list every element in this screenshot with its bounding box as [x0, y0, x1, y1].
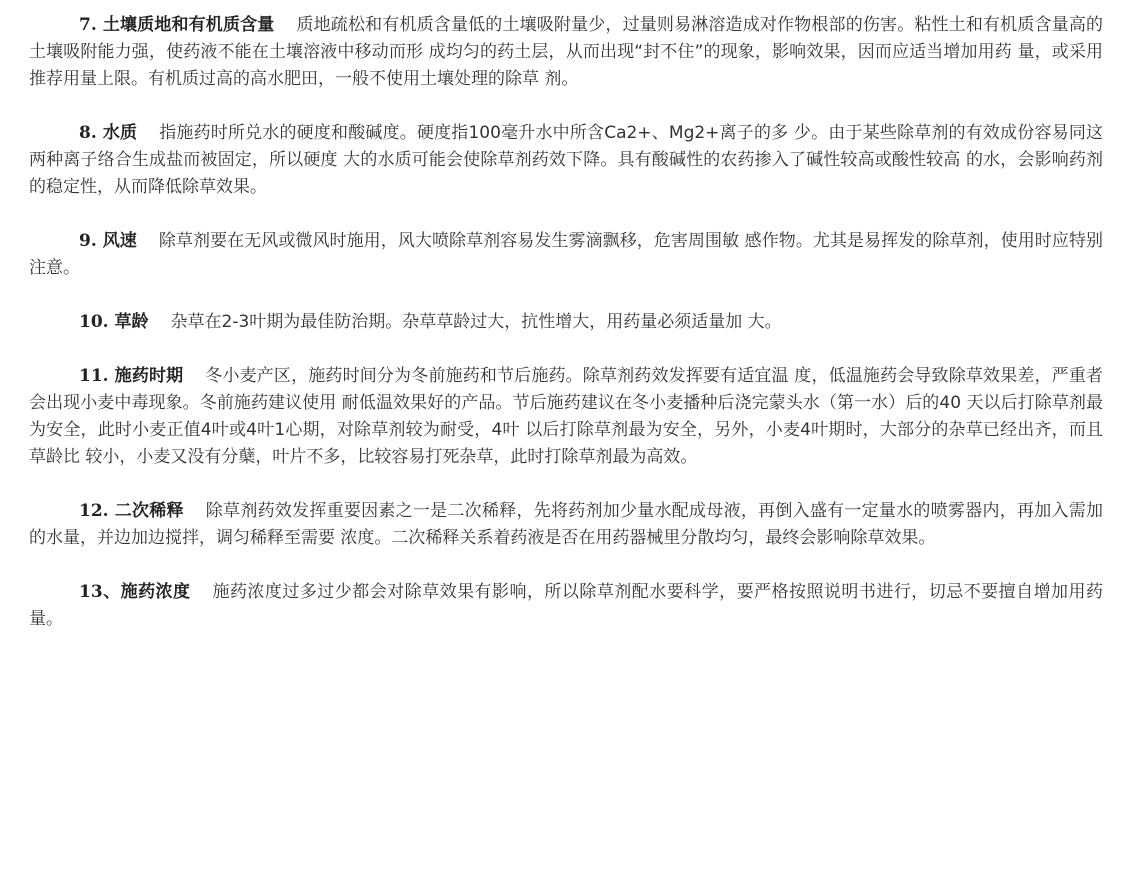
paragraph-heading: 7. 土壤质地和有机质含量 — [79, 15, 275, 35]
paragraph-application-timing — [29, 363, 1103, 471]
paragraph-secondary-dilution — [29, 498, 1103, 552]
paragraph-body: 指施药时所兑水的硬度和酸碱度。硬度指100毫升水中所含Ca2+、Mg2+离子的多 少。由于某些除草剂的有效成份容易同这两种离子络合生成盐而被固定，所以硬度 大的水质可能会使除草剂药效下降。具有酸碱性的农药掺入了碱性较高或酸性较高 的水，会影响药剂的稳定性，从而降低除草效果。 — [29, 123, 1103, 197]
paragraph-body: 杂草在2-3叶期为最佳防治期。杂草草龄过大，抗性增大，用药量必须适量加 大。 — [170, 312, 782, 332]
paragraph-body: 施药浓度过多过少都会对除草效果有影响，所以除草剂配水要科学，要严格按照说明书进行，切忌不要擅自增加用药量。 — [29, 582, 1103, 629]
paragraph-application-concentration — [29, 579, 1103, 633]
paragraph-heading: 13、施药浓度 — [79, 582, 191, 602]
paragraph-body: 除草剂药效发挥重要因素之一是二次稀释，先将药剂加少量水配成母液，再倒入盛有一定量水的喷雾器内，再加入需加的水量，并边加边搅拌，调匀稀释至需要 浓度。二次稀释关系着药液是否在用药器械里分散均匀，最终会影响除草效果。 — [29, 501, 1103, 548]
paragraph-heading: 12. 二次稀释 — [79, 501, 184, 521]
paragraph-soil-texture — [29, 12, 1103, 93]
paragraph-body: 冬小麦产区，施药时间分为冬前施药和节后施药。除草剂药效发挥要有适宜温 度，低温施药会导致除草效果差，严重者会出现小麦中毒现象。冬前施药建议使用 耐低温效果好的产品。节后施药建议在冬小麦播种后浇完蒙头水（第一水）后的40 天以后打除草剂最为安全，此时小麦正值4叶或4叶1心期，对除草剂较为耐受，4叶 以后打除草剂最为安全，另外，小麦4叶期时，大部分的杂草已经出齐，而且草龄比 较小，小麦又没有分蘖，叶片不多，比较容易打死杂草，此时打除草剂最为高效。 — [29, 366, 1103, 467]
paragraph-heading: 9. 风速 — [79, 231, 137, 251]
paragraph-heading: 8. 水质 — [79, 123, 138, 143]
paragraph-heading: 10. 草龄 — [79, 312, 149, 332]
paragraph-water-quality — [29, 120, 1103, 201]
paragraph-body: 质地疏松和有机质含量低的土壤吸附量少，过量则易淋溶造成对作物根部的伤害。粘性土和有机质含量高的土壤吸附能力强，使药液不能在土壤溶液中移动而形 成均匀的药土层，从而出现“封不住”的现象，影响效果，因而应适当增加用药 量，或采用推荐用量上限。有机质过高的高水肥田，一般不使用土壤处理的除草 剂。 — [29, 15, 1103, 89]
paragraph-wind-speed — [29, 228, 1103, 282]
paragraph-heading: 11. 施药时期 — [79, 366, 184, 386]
paragraph-body: 除草剂要在无风或微风时施用，风大喷除草剂容易发生雾滴飘移，危害周围敏 感作物。尤其是易挥发的除草剂，使用时应特别注意。 — [29, 231, 1103, 278]
paragraph-weed-age — [29, 309, 1103, 336]
